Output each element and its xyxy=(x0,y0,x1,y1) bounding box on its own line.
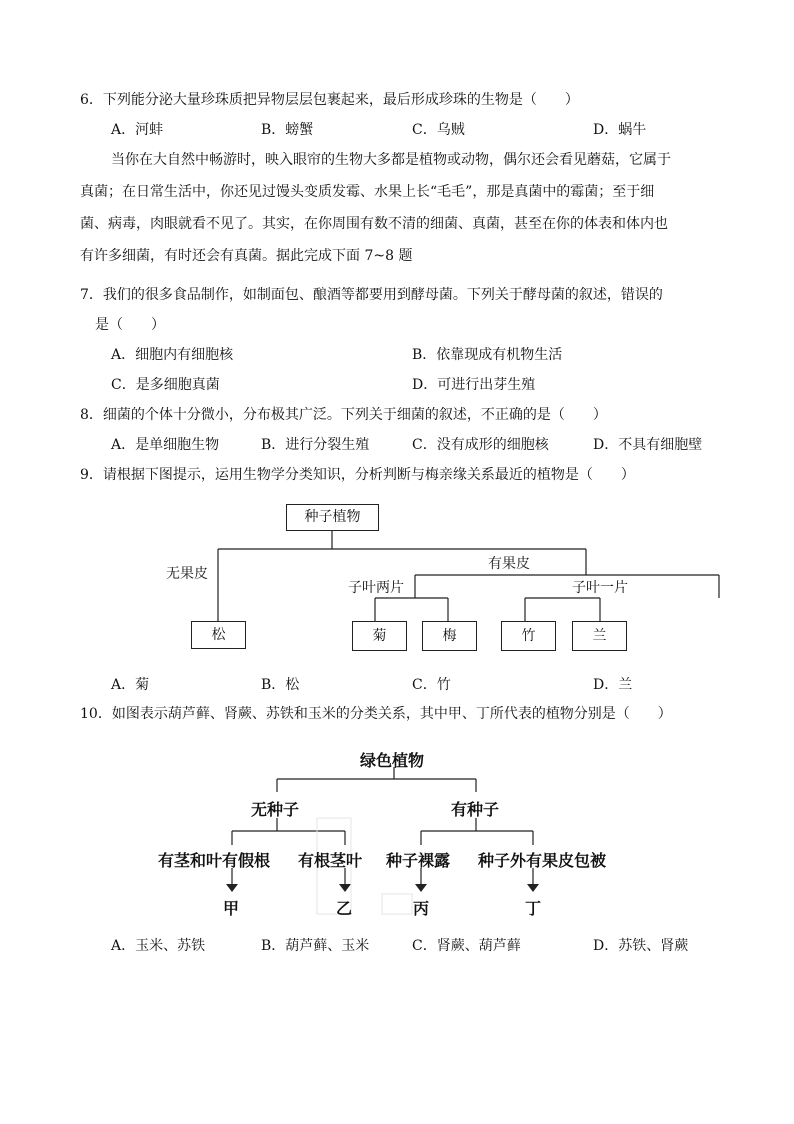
q10-leaf-jia: 甲 xyxy=(223,899,240,918)
q10-option-d: D．苏铁、肾蕨 xyxy=(593,938,689,954)
q9-monocot-label: 子叶一片 xyxy=(572,580,628,596)
q9-leaf-pine: 松 xyxy=(191,621,246,649)
q10-no-seed-label: 无种子 xyxy=(251,800,300,819)
q7-stem-line-1: 7．我们的很多食品制作，如制面包、酿酒等都要用到酵母菌。下列关于酵母菌的叙述，错误的 xyxy=(80,287,663,303)
q6-stem: 6．下列能分泌大量珍珠质把异物层层包裹起来，最后形成珍珠的生物是（ ） xyxy=(80,92,579,108)
q10-stem: 10．如图表示葫芦藓、肾蕨、苏铁和玉米的分类关系，其中甲、丁所代表的植物分别是（ ） xyxy=(80,706,672,722)
q9-option-c: C．竹 xyxy=(412,677,451,693)
q9-left-branch-label: 无果皮 xyxy=(166,566,208,582)
q6-option-c: C．乌贼 xyxy=(412,122,465,138)
q10-leaf-yi: 乙 xyxy=(336,899,353,918)
passage-line-4: 有许多细菌，有时还会有真菌。据此完成下面 7~8 题 xyxy=(80,248,413,264)
q10-seed-label: 有种子 xyxy=(451,800,500,819)
q10-moss-criteria-label: 有茎和叶有假根 xyxy=(158,851,271,870)
q9-dicot-label: 子叶两片 xyxy=(348,580,404,596)
q7-option-a: A．细胞内有细胞核 xyxy=(111,347,234,363)
q9-leaf-bamboo: 竹 xyxy=(501,621,556,651)
q9-leaf-chrysanthemum: 菊 xyxy=(352,621,407,651)
q7-stem-line-2: 是（ ） xyxy=(95,317,165,333)
q9-right-branch-label: 有果皮 xyxy=(488,556,530,572)
q9-leaf-orchid: 兰 xyxy=(572,621,627,651)
q10-fern-criteria-label: 有根茎叶 xyxy=(298,851,363,870)
q7-option-d: D．可进行出芽生殖 xyxy=(412,377,536,393)
q7-option-c: C．是多细胞真菌 xyxy=(111,377,220,393)
q9-stem: 9．请根据下图提示，运用生物学分类知识，分析判断与梅亲缘关系最近的植物是（ ） xyxy=(80,467,635,483)
passage-line-2: 真菌；在日常生活中，你还见过馒头变质发霉、水果上长“毛毛”，那是真菌中的霉菌；至于细 xyxy=(80,184,655,200)
q10-option-b: B．葫芦藓、玉米 xyxy=(261,938,370,954)
q6-option-a: A．河蚌 xyxy=(111,122,164,138)
q7-option-b: B．依靠现成有机物生活 xyxy=(412,347,563,363)
q8-option-d: D．不具有细胞壁 xyxy=(593,437,703,453)
q10-option-a: A．玉米、苏铁 xyxy=(111,938,206,954)
q9-option-d: D．兰 xyxy=(593,677,633,693)
q10-option-c: C．肾蕨、葫芦藓 xyxy=(412,938,521,954)
q9-root-box: 种子植物 xyxy=(286,504,379,531)
passage-line-1: 当你在大自然中畅游时，映入眼帘的生物大多都是植物或动物，偶尔还会看见蘑菇，它属于 xyxy=(111,152,671,168)
q10-angiosperm-criteria-label: 种子外有果皮包被 xyxy=(478,851,607,870)
q9-option-b: B．松 xyxy=(261,677,300,693)
q8-option-c: C．没有成形的细胞核 xyxy=(412,437,549,453)
q8-stem: 8．细菌的个体十分微小，分布极其广泛。下列关于细菌的叙述，不正确的是（ ） xyxy=(80,407,607,423)
q8-option-b: B．进行分裂生殖 xyxy=(261,437,370,453)
q10-leaf-ding: 丁 xyxy=(525,899,542,918)
q10-gymnosperm-criteria-label: 种子裸露 xyxy=(386,851,451,870)
q10-root-label: 绿色植物 xyxy=(360,751,425,770)
q8-option-a: A．是单细胞生物 xyxy=(111,437,220,453)
q9-option-a: A．菊 xyxy=(111,677,150,693)
q10-leaf-bing: 丙 xyxy=(413,899,430,918)
q9-leaf-plum: 梅 xyxy=(422,621,477,651)
q6-option-b: B．螃蟹 xyxy=(261,122,314,138)
passage-line-3: 菌、病毒，肉眼就看不见了。其实，在你周围有数不清的细菌、真菌，甚至在你的体表和体内也 xyxy=(80,216,668,232)
q6-option-d: D．蜗牛 xyxy=(593,122,647,138)
